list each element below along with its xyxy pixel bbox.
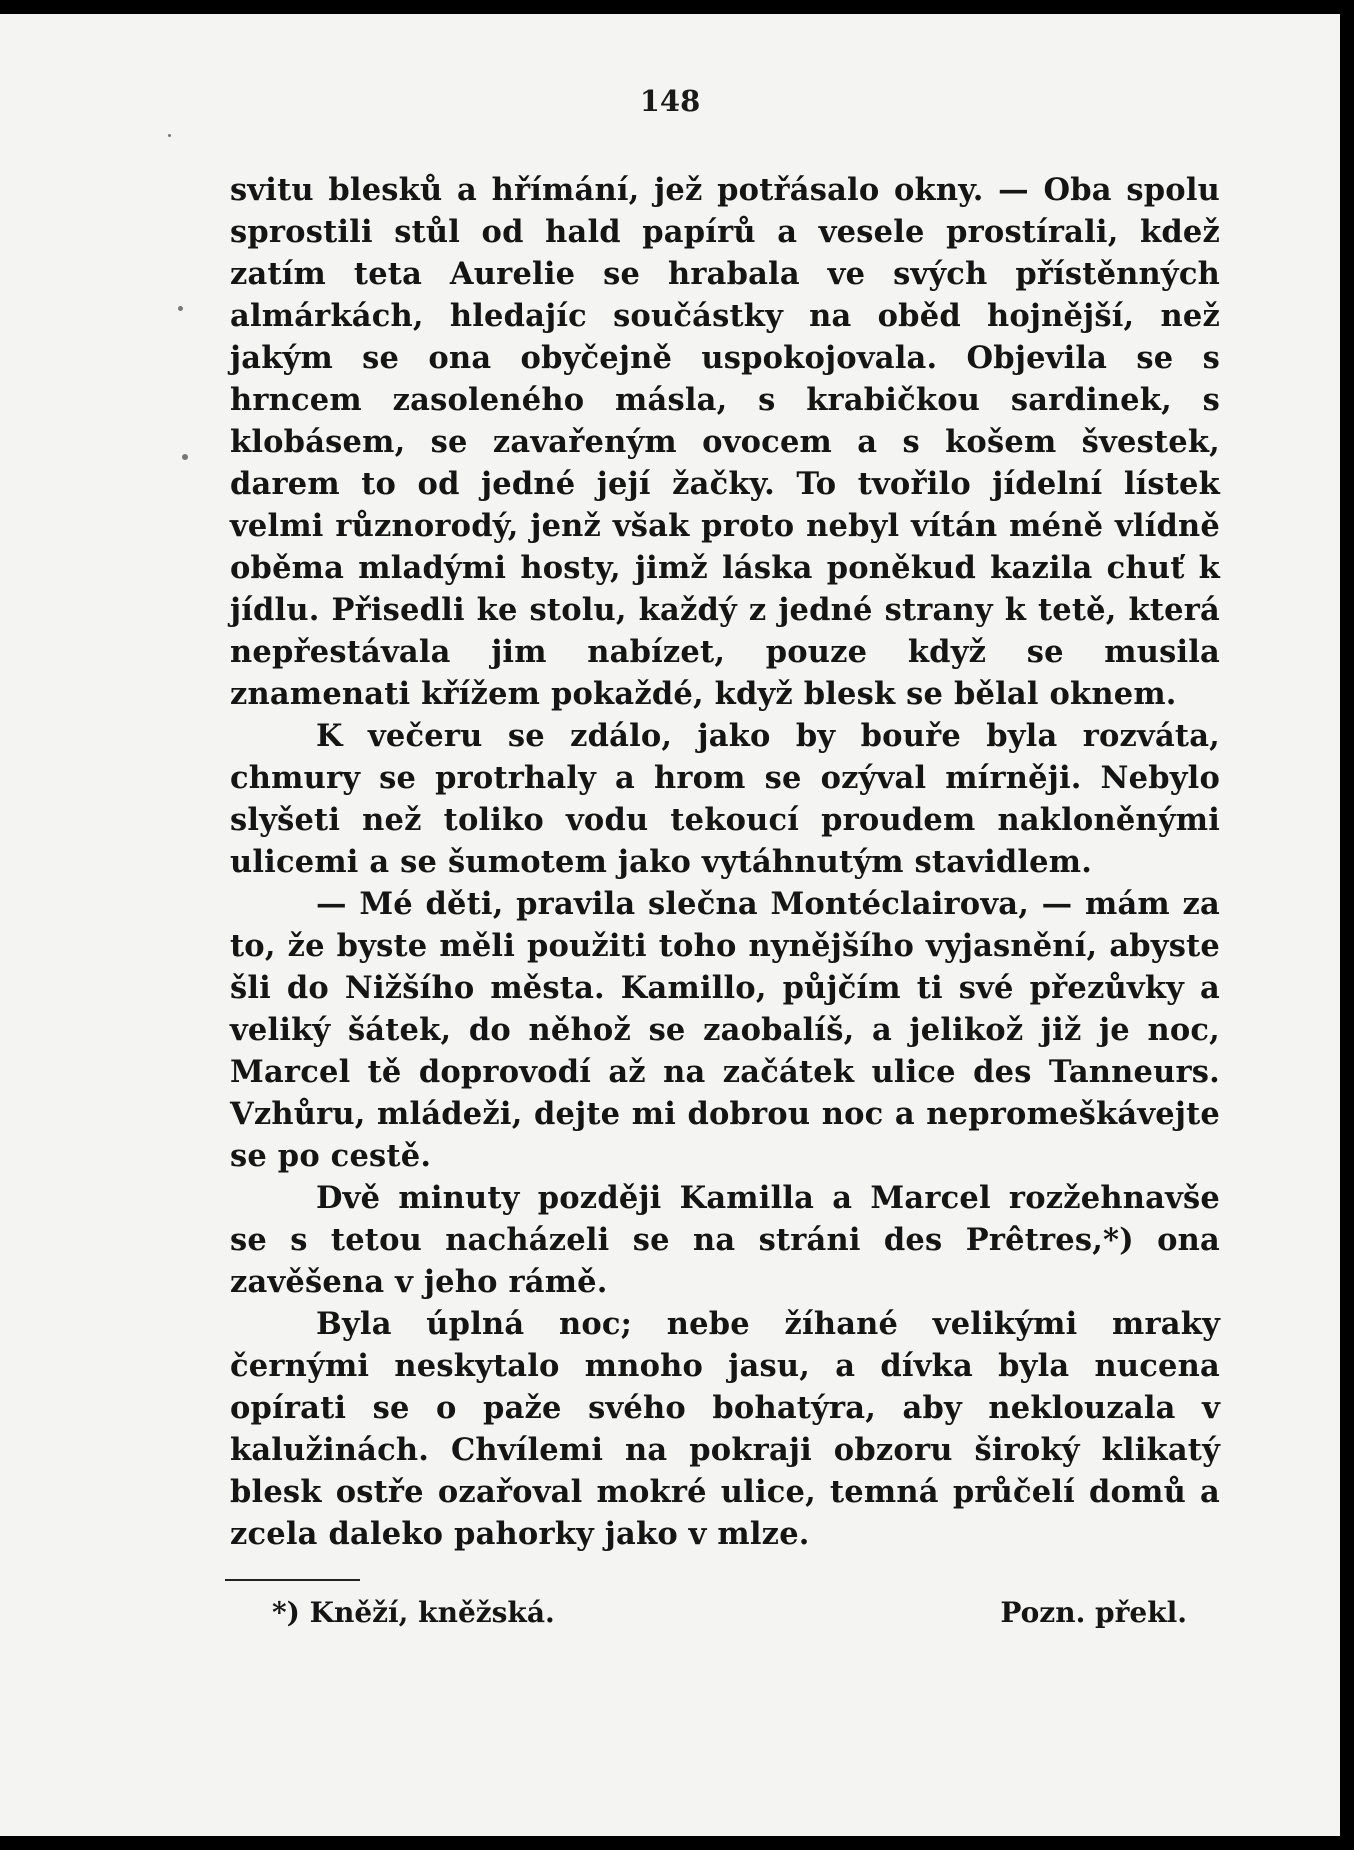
footnote	[272, 1596, 1187, 1629]
paragraph-1: svitu blesků a hřímání, jež potřásalo okny. — Oba spolu sprostili stůl od hald papírů a vesele prostírali, kdež zatím teta Aurelie se hrabala ve svých přístěnných almárkách, hledajíc součástky na oběd hojnější, než jakým se ona obyčejně uspokojovala. Objevila se s hrncem zasoleného másla, s krabičkou sardinek, s klobásem, se zavařeným ovocem a s košem švestek, darem to od jedné její žačky. To tvořilo jídelní lístek velmi různorodý, jenž však proto nebyl vítán méně vlídně oběma mladými hosty, jimž láska poněkud kazila chuť k jídlu. Přisedli ke stolu, každý z jedné strany k tetě, která nepřestávala jim nabízet, pouze když se musila znamenati křížem pokaždé, když blesk se bělal oknem.	[230, 172, 1220, 712]
body-text	[230, 169, 1220, 1555]
book-page	[0, 14, 1340, 1836]
paragraph-2: K večeru se zdálo, jako by bouře byla rozváta, chmury se protrhaly a hrom se ozýval mírněji. Nebylo slyšeti než toliko vodu tekoucí proudem nakloněnými ulicemi a se šumotem jako vytáhnutým stavidlem.	[230, 718, 1220, 880]
paragraph-3: — Mé děti, pravila slečna Montéclairova, — mám za to, že byste měli použiti toho nynějšího vyjasnění, abyste šli do Nižšího města. Kamillo, půjčím ti své přezůvky a veliký šátek, do něhož se zaobalíš, a jelikož již je noc, Marcel tě doprovodí až na začátek ulice des Tanneurs. Vzhůru, mládeži, dejte mi dobrou noc a nepromeškávejte se po cestě.	[230, 886, 1220, 1174]
translator-note: Pozn. překl.	[1000, 1596, 1187, 1629]
scan-speck	[182, 454, 188, 460]
paragraph-4: Dvě minuty později Kamilla a Marcel rozžehnavše se s tetou nacházeli se na stráni des Prêtres,*) ona zavěšena v jeho rámě.	[230, 1180, 1220, 1300]
scan-speck	[178, 306, 183, 311]
paragraph-5: Byla úplná noc; nebe žíhané velikými mraky černými neskytalo mnoho jasu, a dívka byla nucena opírati se o paže svého bohatýra, aby neklouzala v kalužinách. Chvílemi na pokraji obzoru široký klikatý blesk ostře ozařoval mokré ulice, temná průčelí domů a zcela daleko pahorky jako v mlze.	[230, 1306, 1220, 1552]
scan-speck	[168, 134, 171, 137]
footnote-text: *) Kněží, kněžská.	[272, 1596, 555, 1629]
page-number: 148	[639, 84, 701, 118]
footnote-divider	[225, 1579, 360, 1581]
